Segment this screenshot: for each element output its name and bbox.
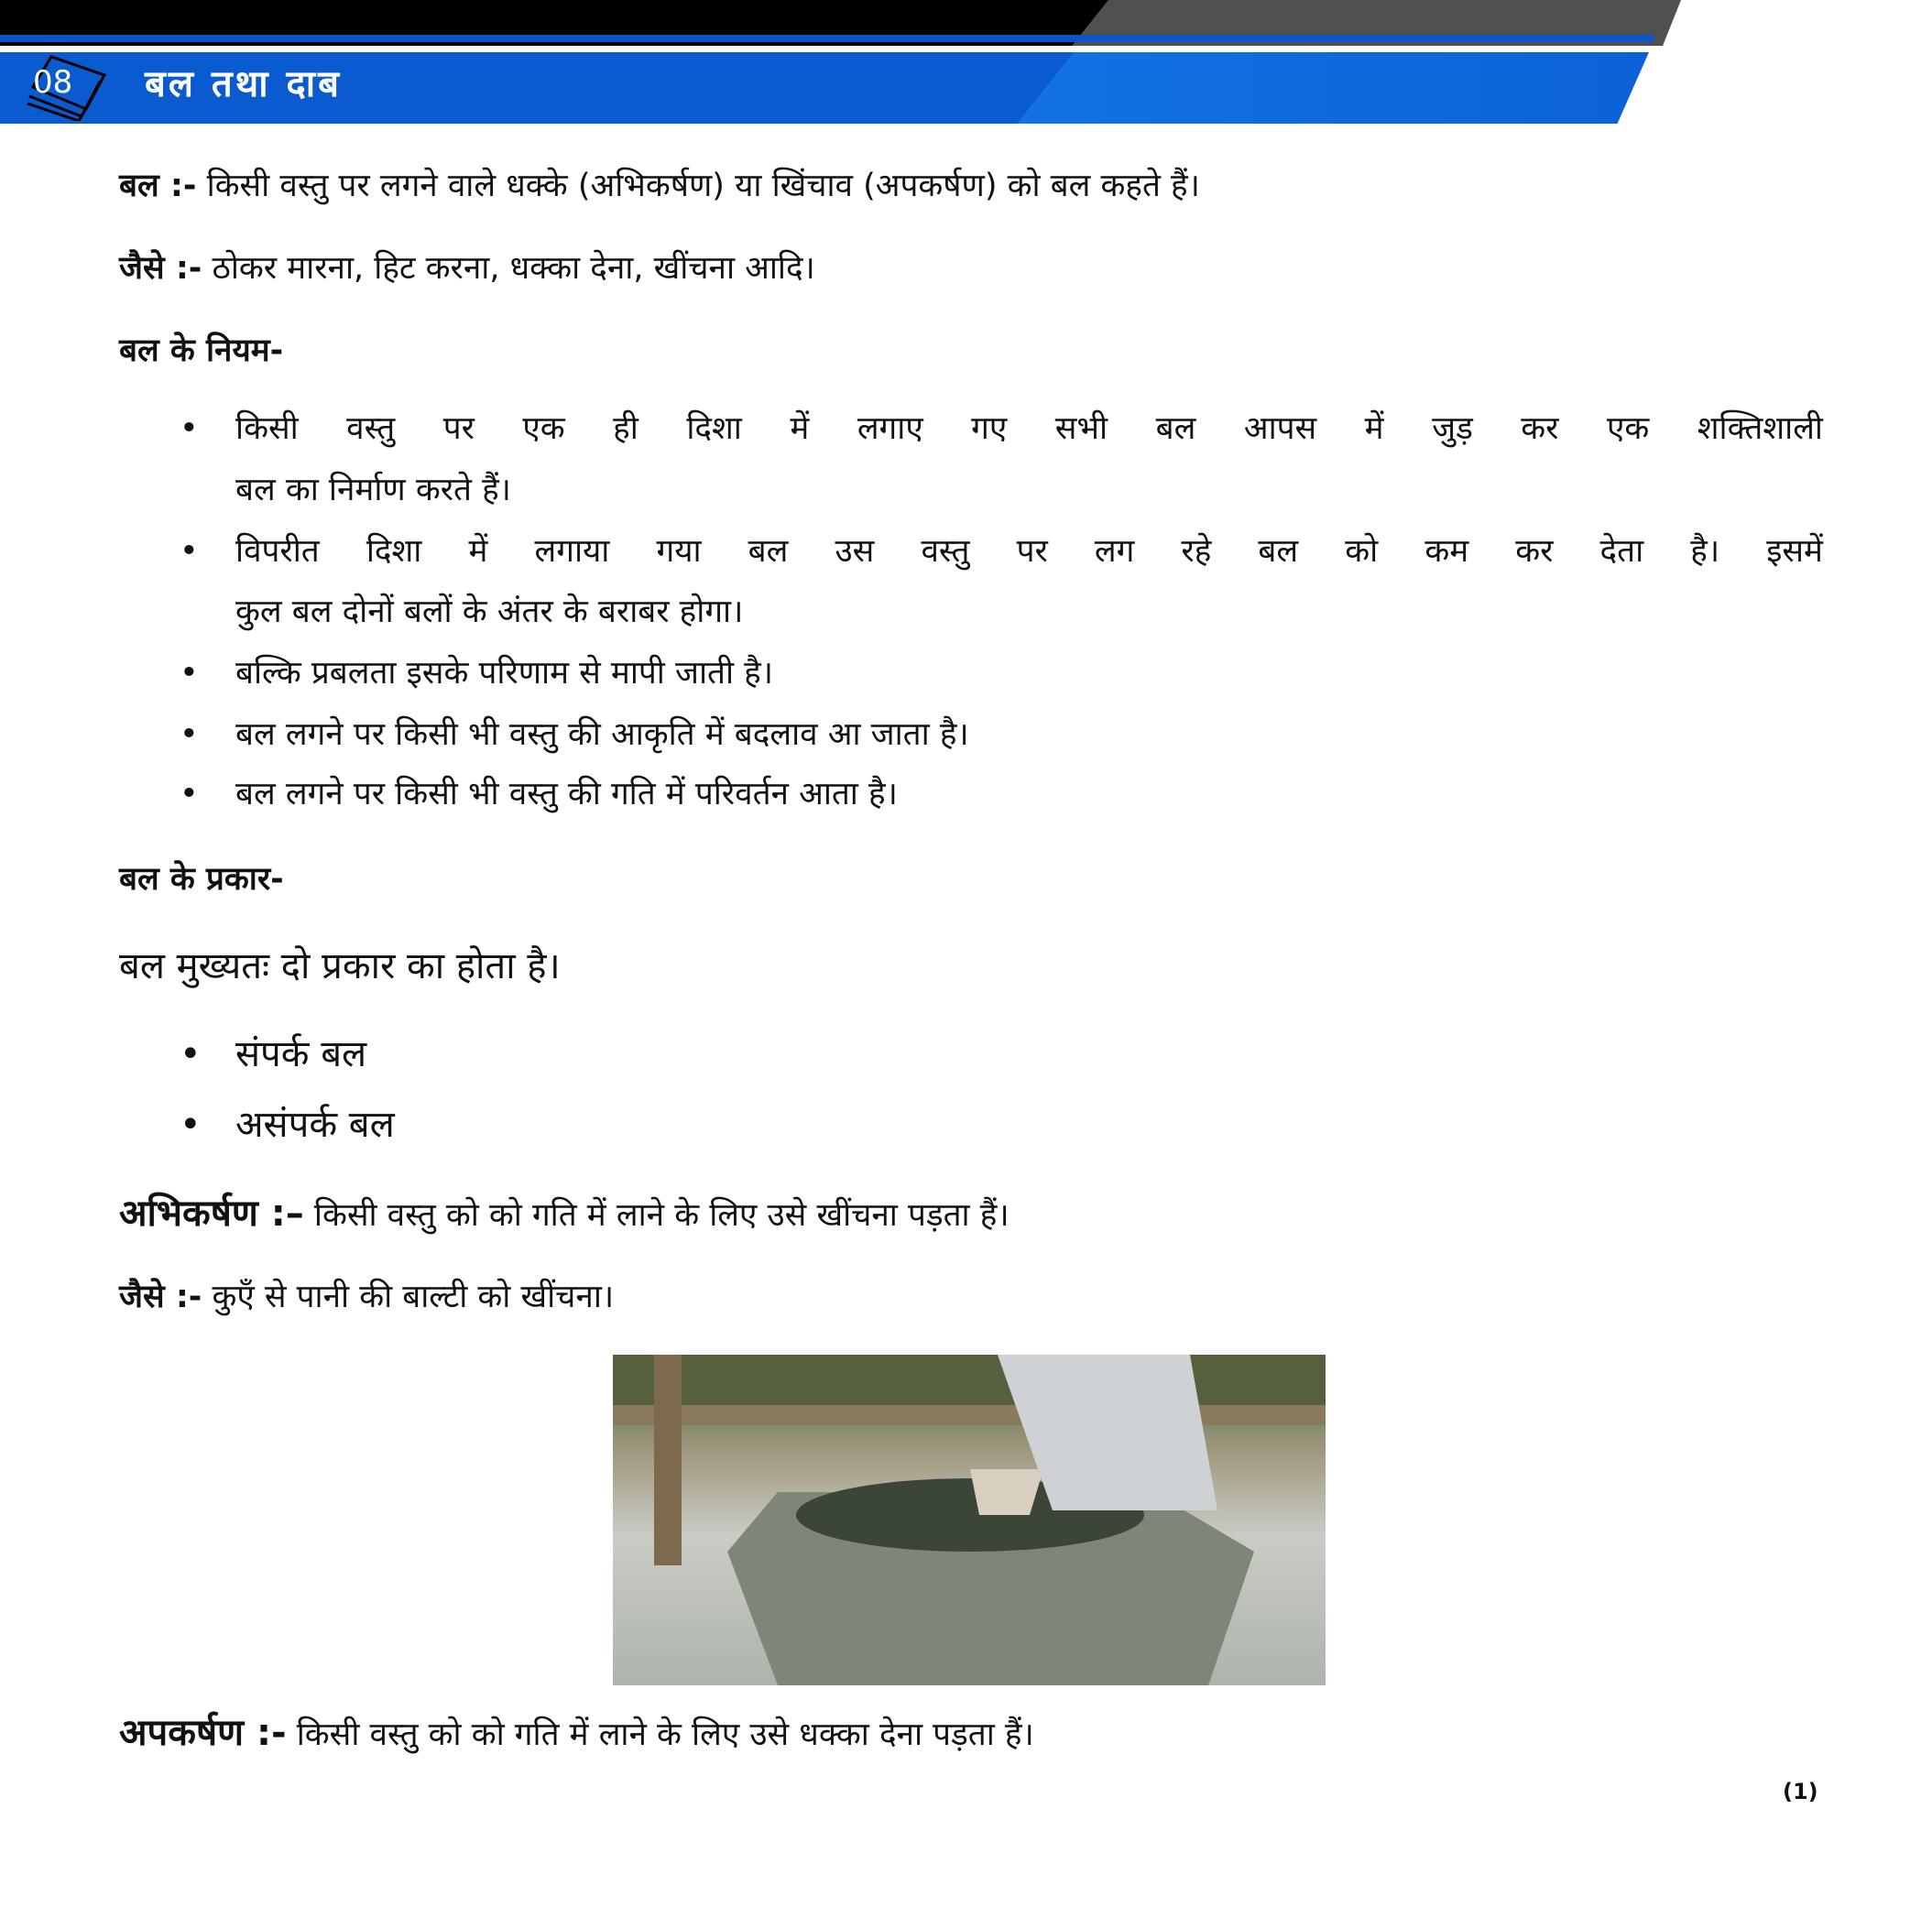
example-text: कुएँ से पानी की बाल्टी को खींचना। [212, 1279, 615, 1315]
list-item: असंपर्क बल [235, 1104, 395, 1146]
term: अभिकर्षण :– [119, 1193, 304, 1235]
term: अपकर्षण :- [119, 1712, 287, 1754]
bullet: • [180, 716, 199, 753]
page-number: (1) [1783, 1779, 1818, 1804]
list-item: बल लगने पर किसी भी वस्तु की गति में परिवर्तन आता है। [235, 776, 898, 812]
example-line [119, 1281, 614, 1313]
bullet: • [180, 655, 199, 692]
types-intro: बल मुख्यतः दो प्रकार का होता है। [119, 945, 561, 987]
repulsion-text: किसी वस्तु को को गति में लाने के लिए उसे धक्का देना पड़ता हैं। [296, 1716, 1034, 1753]
example-text: ठोकर मारना, हिट करना, धक्का देना, खींचना आदि। [212, 250, 815, 287]
definition-line [119, 170, 1200, 202]
header-line [0, 35, 1654, 42]
list-item-continuation: बल का निर्माण करते हैं। [235, 472, 511, 508]
list-item: बल्कि प्रबलता इसके परिणाम से मापी जाती है। [235, 655, 774, 692]
section-heading: बल के नियम- [119, 332, 284, 369]
attraction-line [119, 1193, 1010, 1235]
bullet: • [180, 1104, 202, 1146]
bullet: • [180, 533, 199, 570]
attraction-text: किसी वस्तु को को गति में लाने के लिए उसे खींचना पड़ता हैं। [313, 1197, 1010, 1234]
bullet: • [180, 776, 199, 812]
list-item: विपरीत दिशा में लगाया गया बल उस वस्तु पर लग रहे बल को कम कर देता है। इसमें [235, 533, 1823, 570]
section-heading: बल के प्रकार- [119, 861, 284, 898]
chapter-number: 08 [33, 64, 73, 101]
example-line [119, 250, 815, 287]
well-bucket-photo [613, 1355, 1326, 1685]
list-item: किसी वस्तु पर एक ही दिशा में लगाए गए सभी बल आपस में जुड़ कर एक शक्तिशाली [235, 410, 1823, 447]
chapter-title: बल तथा दाब [145, 63, 342, 105]
term: जैसे :- [119, 1279, 202, 1315]
bullet: • [180, 1033, 202, 1075]
bullet: • [180, 410, 199, 447]
list-item: संपर्क बल [235, 1033, 367, 1075]
repulsion-line [119, 1712, 1034, 1754]
definition-text: किसी वस्तु पर लगने वाले धक्के (अभिकर्षण) या खिंचाव (अपकर्षण) को बल कहते हैं। [206, 168, 1200, 204]
term: बल :- [119, 168, 197, 204]
list-item: बल लगने पर किसी भी वस्तु की आकृति में बदलाव आ जाता है। [235, 716, 969, 753]
term: जैसे :- [119, 250, 202, 287]
list-item-continuation: कुल बल दोनों बलों के अंतर के बराबर होगा। [235, 594, 744, 630]
chapter-banner-accent [1017, 52, 1649, 124]
